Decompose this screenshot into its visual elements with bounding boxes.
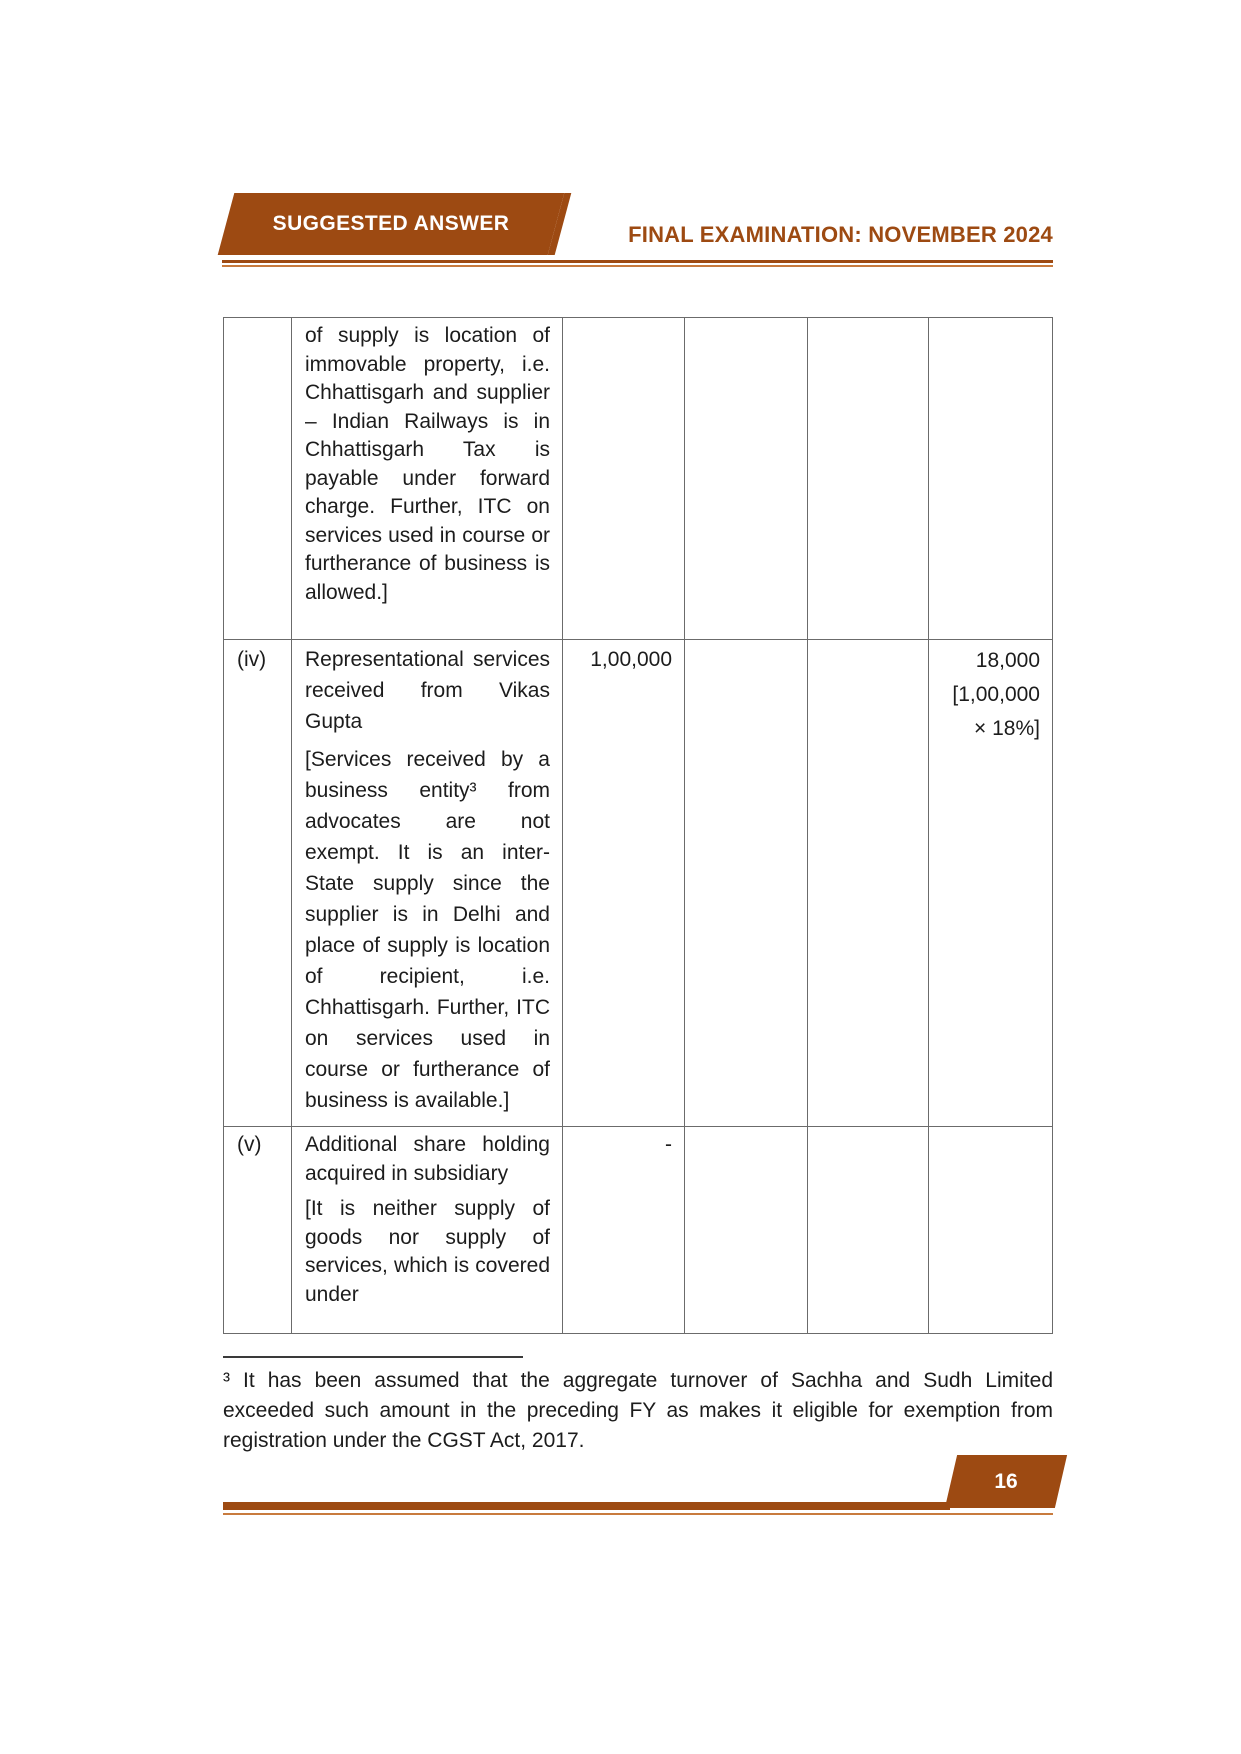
gst-cell bbox=[929, 1127, 1053, 1334]
table-row-continuation bbox=[224, 318, 1053, 640]
row-label-cell bbox=[224, 318, 292, 640]
description-cell bbox=[292, 1127, 563, 1334]
footnote-text: ³ It has been assumed that the aggregate turnover of Sachha and Sudh Limited exceeded such amount in the preceding FY as makes it eligible for exemption from registration under the CGST Act, 2017. bbox=[223, 1369, 1053, 1452]
empty-cell bbox=[808, 318, 929, 640]
description-cell bbox=[292, 318, 563, 640]
header-rule-accent bbox=[222, 265, 1053, 267]
footer-rule-accent bbox=[223, 1513, 1053, 1515]
description-paragraph: [It is neither supply of goods nor supply of services, which is covered under bbox=[305, 1197, 550, 1306]
footnote-separator bbox=[223, 1356, 523, 1358]
empty-cell bbox=[808, 1127, 929, 1334]
gst-calc-line: [1,00,000 bbox=[952, 683, 1040, 706]
empty-cell bbox=[685, 318, 808, 640]
gst-cell bbox=[929, 318, 1053, 640]
exam-title: FINAL EXAMINATION: NOVEMBER 2024 bbox=[628, 222, 1053, 247]
empty-cell bbox=[808, 640, 929, 1127]
gst-calc-line: × 18%] bbox=[974, 717, 1040, 740]
empty-cell bbox=[685, 640, 808, 1127]
description-paragraph: [Services received by a business entity³ from advocates are not exempt. It is an inter-State supply since the supplier is in Delhi and place of supply is location of recipient, i.e. Chhattisgarh. Further, ITC on services used in course or furtherance of business is available.] bbox=[305, 748, 550, 1112]
footer-bar bbox=[223, 1502, 950, 1510]
value-cell: 1,00,000 bbox=[563, 640, 685, 1127]
table-row-v bbox=[224, 1127, 1053, 1334]
gst-amount: 18,000 bbox=[975, 649, 1040, 672]
page-number: 16 bbox=[994, 1469, 1018, 1493]
description-paragraph: of supply is location of immovable property, i.e. Chhattisgarh and supplier – Indian Railways is in Chhattisgarh Tax is payable under forward charge. Further, ITC on services used in course or furtherance of business is allowed.] bbox=[305, 324, 550, 604]
answer-table bbox=[223, 317, 1053, 1334]
table-row-iv bbox=[224, 640, 1053, 1127]
value-cell bbox=[563, 318, 685, 640]
description-cell bbox=[292, 640, 563, 1127]
description-paragraph: Additional share holding acquired in subsidiary bbox=[305, 1133, 550, 1185]
empty-cell bbox=[685, 1127, 808, 1334]
gst-cell bbox=[929, 640, 1053, 1127]
clipped-content bbox=[305, 1131, 550, 1309]
row-label-cell: (iv) bbox=[224, 640, 292, 1127]
header-rule bbox=[222, 260, 1053, 263]
banner-label: SUGGESTED ANSWER bbox=[272, 212, 510, 235]
row-label-cell: (v) bbox=[224, 1127, 292, 1334]
description-paragraph: Representational services received from Vikas Gupta bbox=[305, 648, 550, 733]
value-cell: - bbox=[563, 1127, 685, 1334]
